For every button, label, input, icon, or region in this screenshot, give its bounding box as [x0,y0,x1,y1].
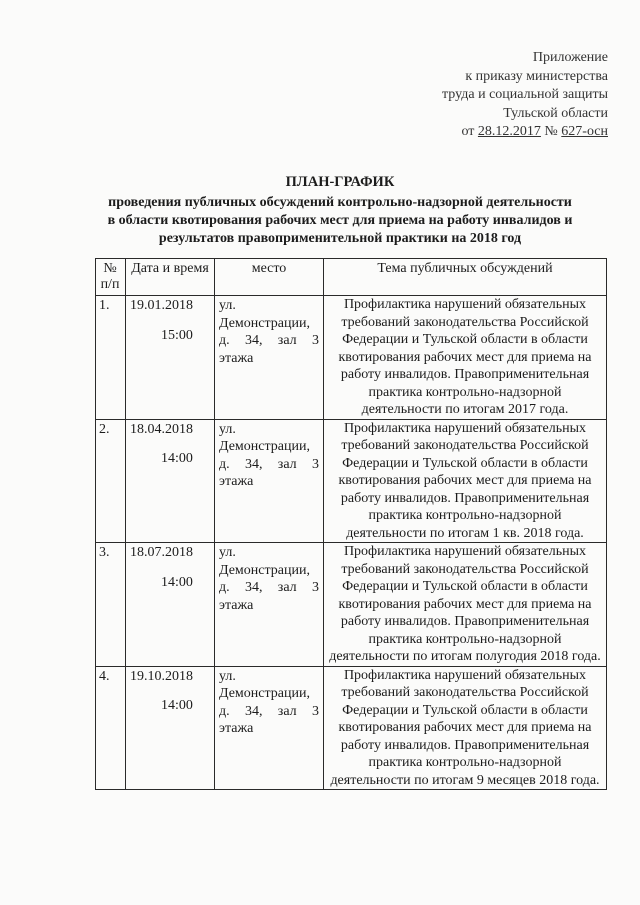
row-date: 19.01.2018 [130,298,193,313]
row-datetime [126,543,215,667]
row-time: 14:00 [161,698,193,713]
row-place [215,419,324,543]
row-datetime [126,419,215,543]
place-line-1: ул. [219,298,236,313]
row-topic: Профилактика нарушений обязательных требований законодательства Российской Федерации и Тульской области в области квотирования рабочих мест для приема на работу инвалидов. Правоприменительная практика контрольно-надзорной деятельности по итогам полугодия 2018 года. [324,543,607,667]
place-line-4: этажа [219,350,254,366]
row-time: 14:00 [161,451,193,466]
row-time: 14:00 [161,574,193,590]
row-place [215,543,324,667]
table-row [96,296,607,420]
place-line-3: д. 34, зал 3 [219,580,319,595]
row-datetime [126,296,215,420]
title-main: ПЛАН-ГРАФИК [285,174,395,190]
appendix-line-1: Приложение [532,50,608,65]
table-row [96,666,607,790]
place-line-1: ул. [219,545,236,560]
row-date: 19.10.2018 [130,668,193,684]
appendix-date: 28.12.2017 [477,124,541,139]
row-num: 4. [96,666,126,790]
appendix-line-2: к приказу министерства [465,68,608,84]
place-line-2: Демонстрации, [219,439,310,454]
place-line-4: этажа [219,721,254,736]
row-date: 18.04.2018 [130,421,193,437]
place-line-4: этажа [219,474,254,489]
appendix-date-prefix: от [461,124,478,139]
table-row [96,419,607,543]
place-line-3: д. 34, зал 3 [219,333,319,348]
place-line-1: ул. [219,668,236,684]
document-title [60,173,620,248]
appendix-number-prefix: № [540,124,562,139]
header-datetime: Дата и время [126,259,215,296]
appendix-line-4: Тульской области [503,105,608,121]
row-topic: Профилактика нарушений обязательных требований законодательства Российской Федерации и Тульской области в области квотирования рабочих мест для приема на работу инвалидов. Правоприменительная практика контрольно-надзорной деятельности по итогам 1 кв. 2018 года. [324,419,607,543]
appendix-line-3: труда и социальной защиты [442,87,608,102]
title-subtitle-3: результатов правоприменительной практики на 2018 год [158,231,522,246]
row-date: 18.07.2018 [130,545,193,560]
row-place [215,296,324,420]
row-time: 15:00 [161,327,193,343]
header-topic: Тема публичных обсуждений [324,259,607,296]
row-num: 3. [96,543,126,667]
place-line-2: Демонстрации, [219,315,310,331]
appendix-block [442,49,608,142]
place-line-2: Демонстрации, [219,562,310,578]
row-topic: Профилактика нарушений обязательных требований законодательства Российской Федерации и Тульской области в области квотирования рабочих мест для приема на работу инвалидов. Правоприменительная практика контрольно-надзорной деятельности по итогам 2017 года. [324,296,607,420]
title-subtitle-2: в области квотирования рабочих мест для приема на работу инвалидов и [107,213,573,228]
place-line-3: д. 34, зал 3 [219,456,319,472]
schedule-table [95,258,607,790]
row-num: 2. [96,419,126,543]
header-num: № п/п [96,259,126,296]
appendix-line-5 [442,123,608,142]
title-subtitle-1: проведения публичных обсуждений контрольно-надзорной деятельности [108,195,572,210]
appendix-number: 627-осн [561,124,608,139]
place-line-1: ул. [219,421,236,437]
table-row [96,543,607,667]
place-line-3: д. 34, зал 3 [219,703,319,719]
row-num: 1. [96,296,126,420]
place-line-2: Демонстрации, [219,686,310,701]
table-header-row [96,259,607,296]
row-datetime [126,666,215,790]
header-place: место [215,259,324,296]
row-topic: Профилактика нарушений обязательных требований законодательства Российской Федерации и Тульской области в области квотирования рабочих мест для приема на работу инвалидов. Правоприменительная практика контрольно-надзорной деятельности по итогам 9 месяцев 2018 года. [324,666,607,790]
place-line-4: этажа [219,597,254,613]
row-place [215,666,324,790]
